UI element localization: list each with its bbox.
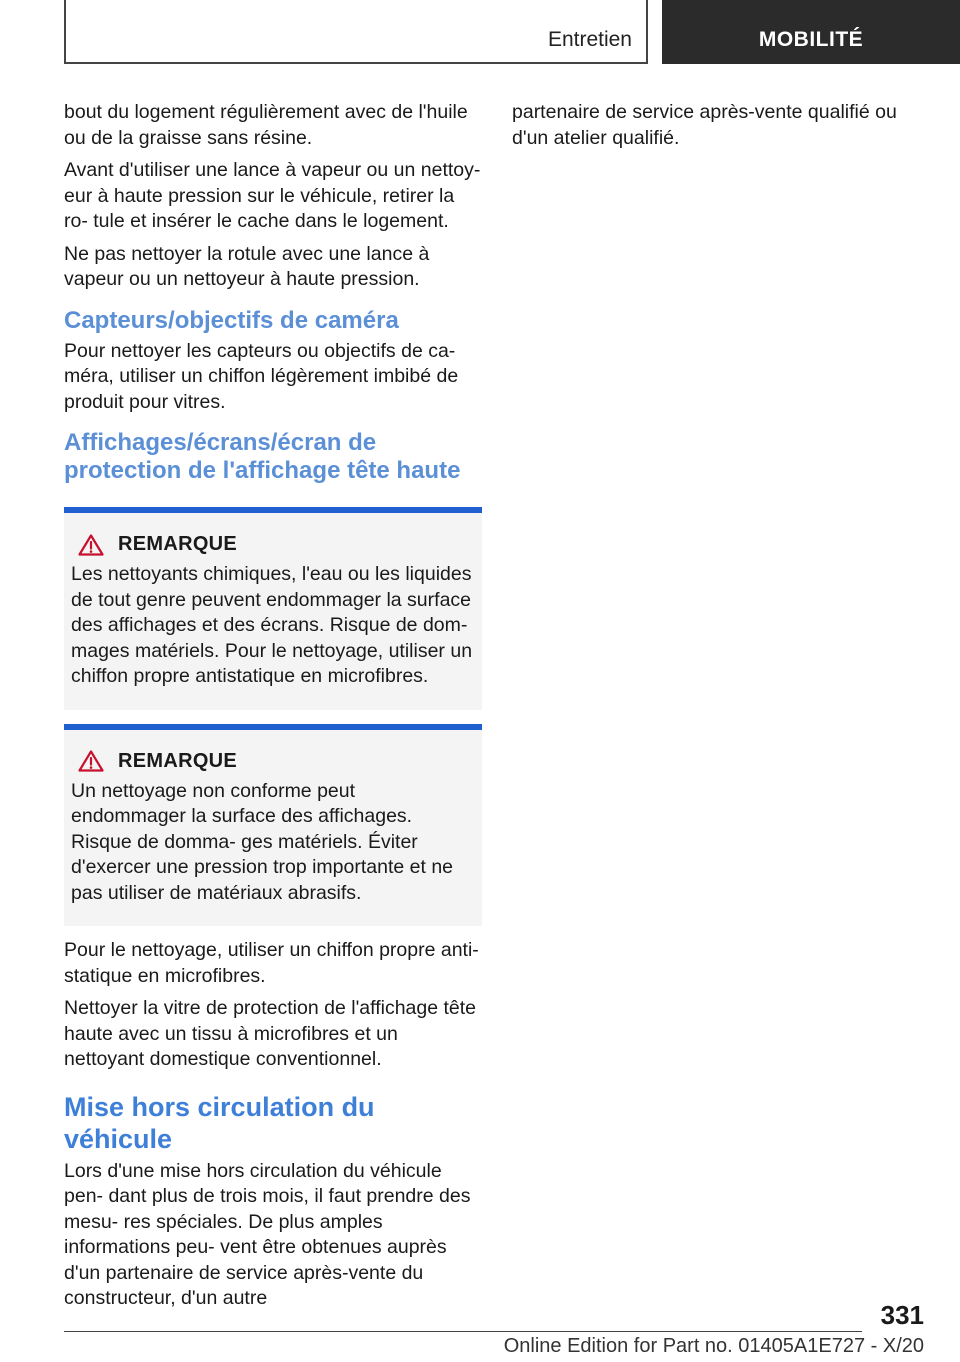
notice-header <box>71 533 474 556</box>
right-column <box>512 100 932 158</box>
section-heading-cameras: Capteurs/objectifs de caméra <box>64 306 399 334</box>
page-number: 331 <box>880 1300 924 1330</box>
footer-divider <box>64 1331 862 1332</box>
notice-text: Les nettoyants chimiques, l'eau ou les liquides de tout genre peuvent endommager la surface des affichages et des écrans. Risque de dom‐ mages matériels. Pour le nettoyage, utiliser un chiffon propre antistatique en microfibres. <box>71 563 473 687</box>
notice-header <box>71 750 474 773</box>
paragraph: partenaire de service après-vente qualifié ou d'un atelier qualifié. <box>512 101 897 149</box>
paragraph: Avant d'utiliser une lance à vapeur ou un nettoy‐ eur à haute pression sur le véhicule, retirer la ro‐ tule et insérer le cache dans le logement. <box>64 159 481 232</box>
paragraph: bout du logement régulièrement avec de l'huile ou de la graisse sans résine. <box>64 101 468 149</box>
footer-edition-text: Online Edition for Part no. 01405A1E727 - X/20 <box>503 1335 924 1357</box>
notice-box <box>64 507 482 710</box>
paragraph: Ne pas nettoyer la rotule avec une lance à vapeur ou un nettoyeur à haute pression. <box>64 242 430 290</box>
notice-title: REMARQUE <box>118 533 238 555</box>
section-heading-displays: Affichages/écrans/écran de protection de l'affichage tête haute <box>64 429 461 484</box>
warning-triangle-icon <box>78 534 104 556</box>
warning-triangle-icon <box>78 750 104 772</box>
paragraph: Nettoyer la vitre de protection de l'affichage tête haute avec un tissu à microfibres et un nettoyant domestique conventionnel. <box>64 997 477 1070</box>
notice-text: Un nettoyage non conforme peut endommager la surface des affichages. Risque de domma‐ ges matériels. Éviter d'exercer une pression trop importante et ne pas utiliser de matériaux abrasifs. <box>71 779 454 904</box>
paragraph: Pour nettoyer les capteurs ou objectifs de ca‐ méra, utiliser un chiffon légèrement imbibé de produit pour vitres. <box>64 339 459 413</box>
header-chapter-tab: MOBILITÉ <box>662 0 960 64</box>
notice-title: REMARQUE <box>118 749 238 772</box>
header-frame <box>64 0 648 64</box>
paragraph: Lors d'une mise hors circulation du véhicule pen‐ dant plus de trois mois, il faut prendre des mesu‐ res spéciales. De plus amples informations peu‐ vent être obtenues auprès d'un partenaire de service après-vente du constructeur, d'un autre <box>64 1159 471 1309</box>
notice-box <box>64 724 482 927</box>
paragraph: Pour le nettoyage, utiliser un chiffon propre anti‐ statique en microfibres. <box>64 939 479 987</box>
header-section-title: Entretien <box>547 28 632 51</box>
section-heading-storage: Mise hors circulation du véhicule <box>64 1091 375 1154</box>
left-column <box>64 100 482 1319</box>
